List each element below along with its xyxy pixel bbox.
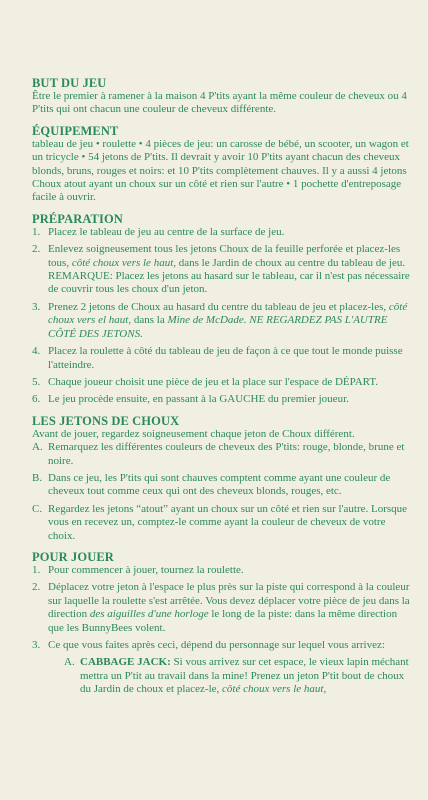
section-title-preparation: PRÉPARATION: [32, 211, 123, 226]
list-item: 3. Prenez 2 jetons de Choux au hasard du centre du tableau de jeu et placez-les, côté choux vers el haut, dans la Mine de McDade. NE REGARDEZ PAS L'AUTRE CÔTÉ DES JETONS.: [32, 300, 408, 340]
preparation-list: [32, 226, 410, 407]
list-item: A. CABBAGE JACK: Si vous arrivez sur cet espace, le vieux lapin méchant mettra un P'tit au travail dans la mine! Prenez un jeton P'tit bout de choux du Jardin de choux et placez-le, côté choux vers le haut,: [64, 656, 409, 696]
list-item: 4. Placez la roulette à côté du tableau de jeu de façon à ce que tout le monde puisse l'atteindre.: [32, 345, 403, 371]
list-item: A. Remarquez les différentes couleurs de cheveux des P'tits: rouge, blonde, brune et noire.: [32, 441, 405, 467]
jouer-list: [32, 564, 410, 697]
list-item: C. Regardez les jetons “atout” ayant un choux sur un côté et rien sur l'autre. Lorsque vous en recevez un, comptez-le comme ayant la couleur de cheveux de votre choix.: [32, 502, 408, 542]
equipement-text: tableau de jeu • roulette • 4 pièces de jeu: un carosse de bébé, un scooter, un wagon et un tricycle • 54 jetons de P'tits. Il devrait y avoir 10 P'tits ayant chacun des cheveux blonds, bruns, rouges et noirs: et 10 P'tits complètement chauves. Il y a aussi 4 jetons Choux atout ayant un choux sur un côté et rien sur l'autre • 1 pochette d'entreposage facile à ouvrir.: [32, 137, 409, 204]
list-item: 6. Le jeu procède ensuite, en passant à la GAUCHE du premier joueur.: [32, 393, 349, 406]
section-jouer: [32, 551, 410, 697]
section-title-but: BUT DU JEU: [32, 76, 107, 90]
sub-list: [48, 656, 410, 696]
list-item: 2. Enlevez soigneusement tous les jetons Choux de la feuille perforée et placez-les tous, côté choux vers le haut, dans le Jardin de choux au centre du tableau de jeu. REMARQUE: Placez les jetons au hasard sur le tableau, car il n'est pas nécessaire de couvrir tous les choux d'un jeton.: [32, 243, 410, 296]
list-item: 5. Chaque joueur choisit une pièce de jeu et la place sur l'espace de DÉPART.: [32, 375, 378, 388]
jetons-intro: Avant de jouer, regardez soigneusement chaque jeton de Choux différent.: [32, 427, 355, 440]
list-item: 1. Pour commencer à jouer, tournez la roulette.: [32, 563, 244, 576]
section-preparation: [32, 213, 410, 407]
section-title-jetons: LES JETONS DE CHOUX: [32, 413, 180, 428]
list-item: B. Dans ce jeu, les P'tits qui sont chauves comptent comme ayant une couleur de cheveux tout comme ceux qui ont des cheveux blonds, rouges, etc.: [32, 471, 391, 498]
section-title-jouer: POUR JOUER: [32, 549, 114, 564]
section-jetons: [32, 415, 410, 543]
but-text: Être le premier à ramener à la maison 4 P'tits ayant la même couleur de cheveux ou 4 P'tits qui ont chacun une couleur de cheveux différente.: [32, 90, 407, 116]
section-but: [32, 77, 410, 117]
section-title-equipement: ÉQUIPEMENT: [32, 123, 119, 138]
list-item: 3. Ce que vous faites après ceci, dépend du personnage sur lequel vous arrivez: A. CABBAGE JACK: Si vous arrivez sur cet espace, le vieux lapin méchant mettra un P'tit au travail dans la mine! Prenez un jeton P'tit bout de choux du Jardin de choux et placez-le, côté choux vers le haut,: [32, 639, 409, 696]
list-item: 2. Déplacez votre jeton à l'espace le plus près sur la piste qui correspond à la couleur sur laquelle la roulette s'est arrêtée. Vous devez déplacer votre pièce de jeu dans la direction des aiguilles d'une horloge le long de la piste: dans la même direction que les BunnyBees volent.: [32, 581, 410, 634]
list-item: 1. Placez le tableau de jeu au centre de la surface de jeu.: [32, 225, 285, 238]
jetons-list: [32, 441, 410, 543]
section-equipement: [32, 125, 410, 205]
